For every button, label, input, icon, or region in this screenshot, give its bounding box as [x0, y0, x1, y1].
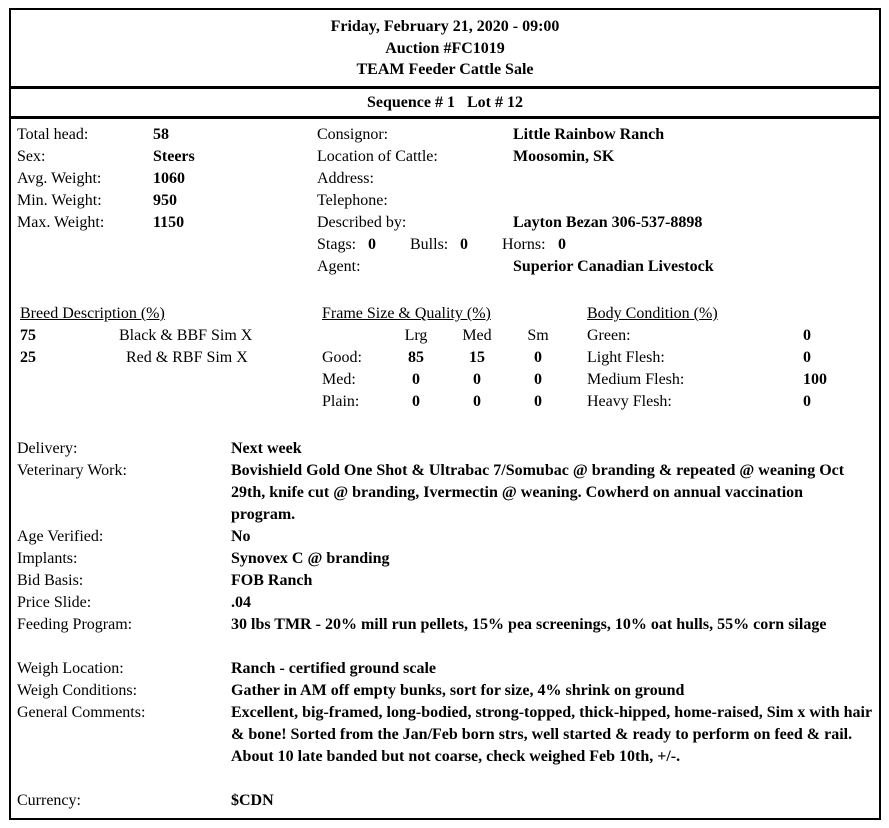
consignor-value: Little Rainbow Ranch: [513, 126, 665, 143]
bid-basis-label: Bid Basis:: [17, 572, 84, 589]
min-weight-label: Min. Weight:: [17, 192, 102, 209]
delivery-value: Next week: [231, 440, 302, 457]
frame-cell: 0: [412, 371, 420, 388]
currency-label: Currency:: [17, 792, 81, 809]
frame-cell: 0: [534, 349, 542, 366]
frame-row-label: Good:: [322, 349, 362, 366]
bulls-label: Bulls:: [410, 236, 449, 253]
sequence-lot-text: Sequence # 1 Lot # 12: [367, 94, 523, 111]
delivery-label: Delivery:: [17, 440, 78, 457]
frame-cell: 0: [534, 371, 542, 388]
currency-value: $CDN: [231, 792, 274, 809]
implants-value: Synovex C @ branding: [231, 550, 390, 567]
horns-value: 0: [558, 236, 566, 253]
body-condition-label: Medium Flesh:: [587, 371, 685, 388]
feeding-program-label: Feeding Program:: [17, 616, 133, 633]
frame-row-label: Med:: [322, 371, 356, 388]
vet-work-value: Bovishield Gold One Shot & Ultrabac 7/Somubac @ branding & repeated @ weaning Oct 29th, knife cut @ branding, Ivermectin @ weaning. Cowherd on annual vaccination program.: [231, 462, 845, 523]
telephone-label: Telephone:: [317, 192, 388, 209]
max-weight-label: Max. Weight:: [17, 214, 105, 231]
general-comments-value: Excellent, big-framed, long-bodied, strong-topped, thick-hipped, home-raised, Sim x with hair & bone! Sorted from the Jan/Feb born strs, well started & ready to perform on feed & rail. About 10 late banded but not coarse, check weighed Feb 10th, +/-.: [231, 704, 872, 765]
sex-value: Steers: [153, 148, 195, 165]
consignor-label: Consignor:: [317, 126, 389, 143]
frame-cell: 85: [408, 349, 424, 366]
total-head-label: Total head:: [17, 126, 89, 143]
avg-weight-label: Avg. Weight:: [17, 170, 102, 187]
sale-title: TEAM Feeder Cattle Sale: [356, 61, 534, 78]
lot-header: [9, 8, 881, 88]
stags-label: Stags:: [317, 236, 357, 253]
weigh-location-label: Weigh Location:: [17, 660, 124, 677]
sex-label: Sex:: [17, 148, 46, 165]
frame-col-med: Med: [462, 327, 492, 344]
weigh-conditions-label: Weigh Conditions:: [17, 682, 138, 699]
vet-work-label: Veterinary Work:: [17, 462, 127, 479]
frame-cell: 0: [412, 393, 420, 410]
body-condition-value: 0: [803, 393, 811, 410]
price-slide-value: .04: [231, 594, 251, 611]
body-condition-value: 0: [803, 349, 811, 366]
price-slide-label: Price Slide:: [17, 594, 92, 611]
general-comments-label: General Comments:: [17, 704, 146, 721]
body-condition-label: Green:: [587, 327, 631, 344]
age-verified-label: Age Verified:: [17, 528, 104, 545]
breed-pct: 75: [20, 327, 36, 344]
frame-heading: Frame Size & Quality (%): [322, 305, 491, 322]
breed-pct: 25: [20, 349, 36, 366]
sale-date: Friday, February 21, 2020 - 09:00: [330, 18, 560, 35]
body-condition-label: Heavy Flesh:: [587, 393, 672, 410]
body-condition-value: 0: [803, 327, 811, 344]
min-weight-value: 950: [153, 192, 177, 209]
implants-label: Implants:: [17, 550, 78, 567]
feeding-program-value: 30 lbs TMR - 20% mill run pellets, 15% pea screenings, 10% oat hulls, 55% corn silage: [231, 616, 827, 633]
address-label: Address:: [317, 170, 374, 187]
body-condition-label: Light Flesh:: [587, 349, 665, 366]
max-weight-value: 1150: [153, 214, 185, 231]
location-value: Moosomin, SK: [513, 148, 615, 165]
breed-heading: Breed Description (%): [20, 305, 165, 322]
body-condition-heading: Body Condition (%): [587, 305, 718, 322]
auction-number: Auction #FC1019: [385, 39, 505, 57]
frame-cell: 15: [469, 349, 485, 366]
bulls-value: 0: [460, 236, 468, 253]
sequence-lot-bar: [9, 87, 881, 118]
total-head-value: 58: [153, 126, 169, 143]
weigh-location-value: Ranch - certified ground scale: [231, 660, 437, 677]
breed-name: Black & BBF Sim X: [119, 327, 253, 344]
horns-label: Horns:: [502, 236, 546, 253]
age-verified-value: No: [231, 528, 251, 545]
stags-value: 0: [368, 236, 376, 253]
agent-label: Agent:: [317, 258, 361, 275]
bid-basis-value: FOB Ranch: [231, 572, 313, 589]
body-condition-value: 100: [803, 371, 827, 388]
frame-col-sm: Sm: [527, 327, 549, 344]
avg-weight-value: 1060: [153, 170, 185, 187]
frame-row-label: Plain:: [322, 393, 360, 410]
frame-col-lrg: Lrg: [404, 327, 428, 344]
frame-cell: 0: [473, 371, 481, 388]
frame-cell: 0: [473, 393, 481, 410]
breed-name: Red & RBF Sim X: [126, 349, 248, 366]
described-by-value: Layton Bezan 306-537-8898: [513, 214, 703, 231]
location-label: Location of Cattle:: [317, 148, 438, 165]
weigh-conditions-value: Gather in AM off empty bunks, sort for size, 4% shrink on ground: [231, 682, 685, 699]
described-by-label: Described by:: [317, 214, 407, 231]
frame-cell: 0: [534, 393, 542, 410]
agent-value: Superior Canadian Livestock: [513, 258, 714, 275]
